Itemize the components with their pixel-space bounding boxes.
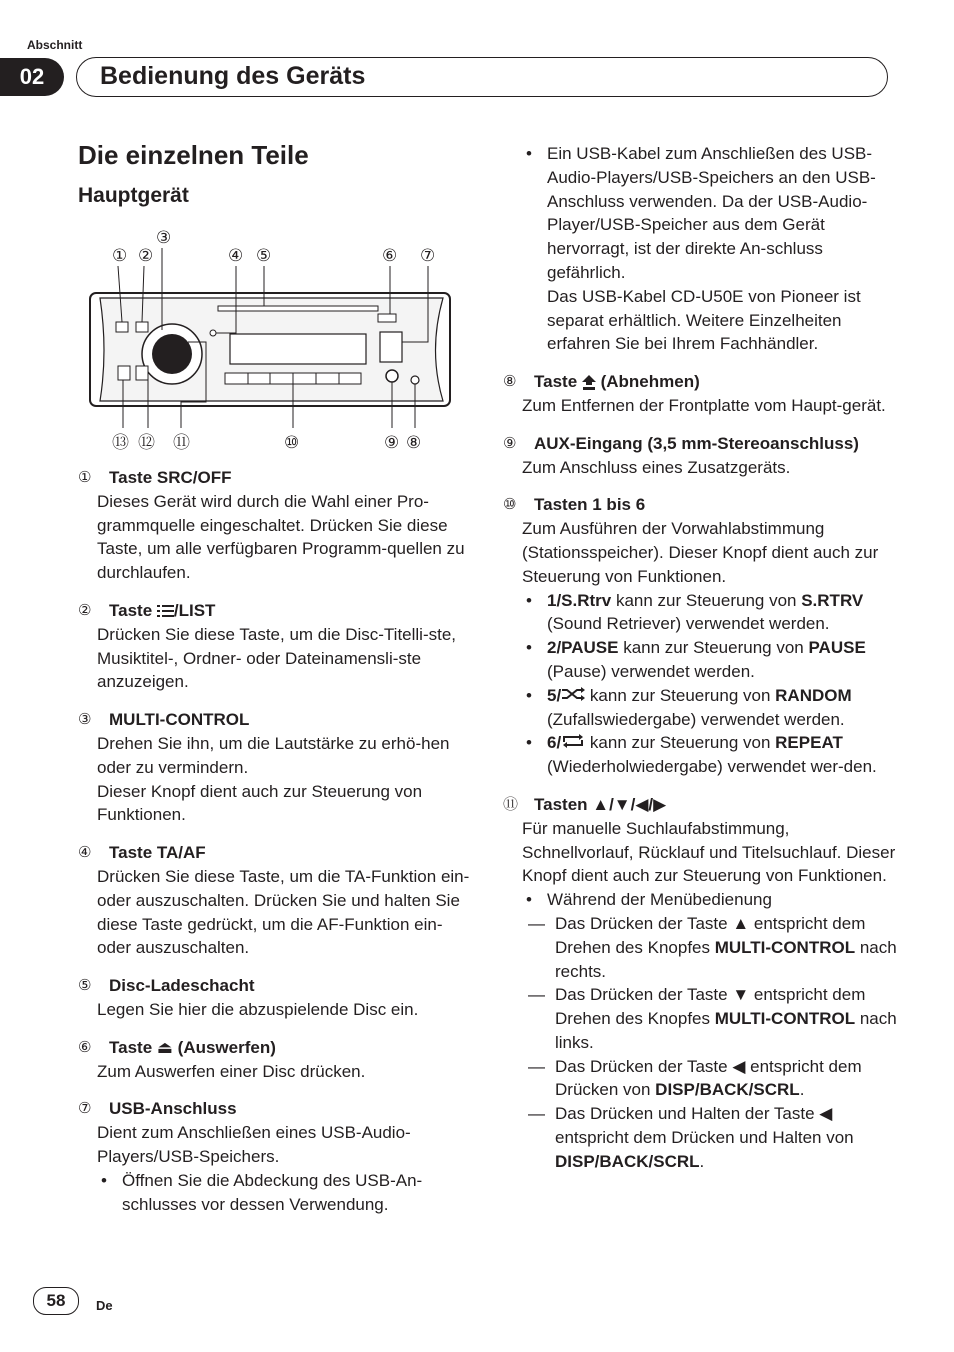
item-number: ④ bbox=[78, 844, 92, 862]
item-6 bbox=[78, 1036, 470, 1084]
item-title: Tasten 1 bis 6 bbox=[534, 495, 646, 515]
detach-button-shape bbox=[411, 376, 419, 384]
item-title: Tasten ▲/▼/◀/▶ bbox=[534, 794, 667, 814]
item-body: Zum Anschluss eines Zusatzgeräts. bbox=[522, 457, 791, 477]
item-number: ⑥ bbox=[78, 1038, 92, 1056]
callout-2: ② bbox=[138, 246, 154, 265]
ta-af-button-shape bbox=[210, 330, 216, 336]
item-title-prefix: Taste bbox=[534, 372, 582, 392]
callout-12: ⑫ bbox=[138, 433, 155, 452]
item-11 bbox=[503, 793, 898, 1174]
bullet-continuation: Das USB-Kabel CD-U50E von Pioneer ist separat erhältlich. Weitere Einzelheiten erfahren Sie bei Ihrem Fachhändler. bbox=[547, 286, 861, 354]
item-body: Für manuelle Suchlaufabstimmung, Schnellvorlauf, Rücklauf und Titelsuchlauf. Dieser Knopf dient auch zur Steuerung von Funktionen. bbox=[522, 818, 896, 886]
disc-slot bbox=[218, 306, 378, 311]
item-title: Taste TA/AF bbox=[109, 843, 206, 863]
bullet-item: • Ein USB-Kabel zum Anschließen des USB-Audio-Players/USB-Speichers an den USB-Anschluss verwenden. Da der USB-Audio-Player/USB-Speicher aus dem Gerät hervorragt, ist der direkte An-schluss gefährlich. bbox=[503, 142, 898, 285]
item-2 bbox=[78, 599, 470, 694]
dash-item: — Das Drücken der Taste ▲ entspricht dem Drehen des Knopfes MULTI-CONTROL nach rechts. bbox=[528, 913, 897, 981]
list-icon bbox=[157, 604, 174, 619]
section-label: Abschnitt bbox=[27, 38, 83, 52]
language-code: De bbox=[96, 1298, 113, 1313]
item-9 bbox=[503, 432, 898, 480]
bullet-text: Ein USB-Kabel zum Anschließen des USB-Audio-Players/USB-Speichers an den USB-Anschluss verwenden. Da der USB-Audio-Player/USB-Speicher aus dem Gerät hervorragt, ist der direkte An-schluss gefährlich. bbox=[547, 144, 876, 282]
item-1 bbox=[78, 466, 470, 585]
callout-5: ⑤ bbox=[256, 246, 272, 265]
item-number: ③ bbox=[78, 711, 92, 729]
page-title: Die einzelnen Teile bbox=[78, 140, 309, 170]
bullet-item: • 2/PAUSE kann zur Steuerung von PAUSE (Pause) verwendet werden. bbox=[526, 638, 866, 681]
item-body: Zum Entfernen der Frontplatte vom Haupt-gerät. bbox=[522, 395, 886, 415]
list-button-shape bbox=[136, 322, 148, 332]
aux-input-shape bbox=[386, 370, 398, 382]
bullet-key: 1/S.Rtrv bbox=[547, 590, 612, 610]
left-button-shape bbox=[118, 366, 130, 380]
item-number: ② bbox=[78, 601, 92, 619]
usb-cover-shape bbox=[380, 332, 402, 362]
callout-1: ① bbox=[112, 246, 128, 265]
callout-9: ⑨ bbox=[384, 433, 400, 452]
item-body: Legen Sie hier die abzuspielende Disc ein. bbox=[97, 999, 419, 1019]
chapter-number-badge: 02 bbox=[0, 58, 64, 96]
item-8 bbox=[503, 370, 898, 418]
bullet-item: • 5/ kann zur Steuerung von RANDOM (Zufallswiedergabe) verwendet werden. bbox=[526, 685, 852, 729]
item-title: MULTI-CONTROL bbox=[109, 710, 250, 730]
bullet-item: • 6/ kann zur Steuerung von REPEAT (Wiederholwiedergabe) verwendet wer-den. bbox=[526, 733, 877, 777]
callout-7: ⑦ bbox=[420, 246, 436, 265]
item-body: Zum Ausführen der Vorwahlabstimmung (Stationsspeicher). Dieser Knopf dient auch zur Steuerung von Funktionen. bbox=[522, 519, 879, 586]
callout-3: ③ bbox=[156, 228, 172, 247]
repeat-icon bbox=[561, 734, 585, 748]
item-body: Drehen Sie ihn, um die Lautstärke zu erhö-hen oder zu vermindern. bbox=[97, 733, 450, 777]
item-title: USB-Anschluss bbox=[109, 1099, 237, 1119]
callout-10: ⑩ bbox=[284, 433, 300, 452]
right-column bbox=[503, 142, 898, 1188]
item-3 bbox=[78, 708, 470, 827]
item-number: ⑧ bbox=[503, 373, 517, 391]
item-body: Drücken Sie diese Taste, um die TA-Funktion ein- oder auszuschalten. Drücken Sie und halten Sie diese Taste gedrückt, um die AF-Funktion ein- oder auszuschalten. bbox=[97, 866, 470, 958]
item-7-continued bbox=[503, 142, 898, 356]
bullet-text: Während der Menübedienung bbox=[547, 890, 772, 910]
left-column bbox=[78, 466, 470, 1230]
detach-icon bbox=[582, 375, 596, 390]
item-title-suffix: /LIST bbox=[173, 600, 216, 620]
dash-item: — Das Drücken der Taste ▼ entspricht dem Drehen des Knopfes MULTI-CONTROL nach links. bbox=[528, 985, 897, 1052]
bullet-key: 2/PAUSE bbox=[547, 638, 619, 658]
callout-11: ⑪ bbox=[173, 433, 190, 452]
left-button-shape-2 bbox=[136, 366, 148, 380]
callout-6: ⑥ bbox=[382, 246, 398, 265]
page-number: 58 bbox=[33, 1287, 79, 1315]
item-body: Drücken Sie diese Taste, um die Disc-Titelli-ste, Musiktitel-, Ordner- oder Dateinamensli-ste anzuzeigen. bbox=[97, 624, 457, 692]
callout-8: ⑧ bbox=[406, 433, 422, 452]
random-icon bbox=[561, 687, 585, 701]
item-4 bbox=[78, 841, 470, 960]
item-number: ① bbox=[78, 469, 92, 486]
item-7 bbox=[78, 1097, 470, 1216]
multi-control-knob bbox=[152, 334, 192, 374]
item-10 bbox=[503, 493, 898, 779]
item-number: ⑪ bbox=[503, 795, 519, 813]
bullet-key: 5/ bbox=[547, 685, 562, 705]
eject-button-shape bbox=[378, 314, 396, 322]
head-unit-illustration bbox=[78, 226, 478, 456]
display-window bbox=[230, 334, 366, 364]
callout-13: ⑬ bbox=[112, 433, 129, 452]
item-5 bbox=[78, 974, 470, 1022]
src-button-shape bbox=[116, 322, 128, 332]
item-title: Taste SRC/OFF bbox=[109, 468, 232, 487]
item-body: Dieses Gerät wird durch die Wahl einer Pro-grammquelle eingeschaltet. Drücken Sie diese Taste, um alle verfügbaren Programm-quellen zu durchlaufen. bbox=[97, 491, 465, 583]
bullet-item: • Während der Menübedienung bbox=[503, 888, 898, 912]
chapter-title: Bedienung des Geräts bbox=[100, 62, 366, 90]
item-body: Dient zum Anschließen eines USB-Audio-Players/USB-Speichers. bbox=[97, 1123, 411, 1166]
item-number: ⑨ bbox=[503, 434, 517, 452]
item-title: Disc-Ladeschacht bbox=[109, 976, 255, 996]
dash-item: — Das Drücken der Taste ◀ entspricht dem Drücken von DISP/BACK/SCRL. bbox=[528, 1056, 862, 1100]
bullet-text: Öffnen Sie die Abdeckung des USB-An-schlusses vor dessen Verwendung. bbox=[122, 1170, 423, 1214]
bullet-key: 6/ bbox=[547, 733, 562, 753]
bullet-item: • Öffnen Sie die Abdeckung des USB-An-schlusses vor dessen Verwendung. bbox=[78, 1169, 470, 1217]
item-title: AUX-Eingang (3,5 mm-Stereoanschluss) bbox=[534, 433, 859, 453]
item-body-2: Dieser Knopf dient auch zur Steuerung von Funktionen. bbox=[97, 781, 423, 825]
item-number: ⑦ bbox=[78, 1100, 92, 1118]
item-number: ⑩ bbox=[503, 496, 517, 514]
bullet-item: • 1/S.Rtrv kann zur Steuerung von S.RTRV (Sound Retriever) verwendet werden. bbox=[526, 590, 864, 634]
callout-4: ④ bbox=[228, 246, 244, 265]
item-body: Zum Auswerfen einer Disc drücken. bbox=[97, 1061, 366, 1081]
page-subtitle: Hauptgerät bbox=[78, 184, 189, 207]
item-title-suffix: (Abnehmen) bbox=[595, 372, 700, 392]
item-title-prefix: Taste bbox=[109, 600, 157, 620]
dash-item: — Das Drücken und Halten der Taste ◀ entspricht dem Drücken und Halten von DISP/BACK/SCRL. bbox=[528, 1104, 854, 1171]
item-title: Taste ⏏ (Auswerfen) bbox=[109, 1037, 276, 1057]
item-number: ⑤ bbox=[78, 977, 92, 995]
head-unit-diagram bbox=[78, 226, 478, 456]
